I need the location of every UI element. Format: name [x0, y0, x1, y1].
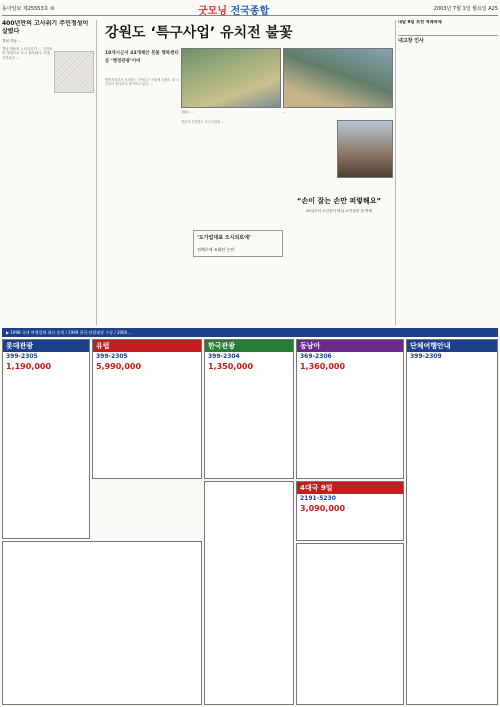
ad-head: 4대국 9일: [297, 482, 403, 494]
photo-landscape: [283, 48, 393, 108]
left-headline: 400년만의 고사위기 주민정성이 살렸다: [2, 20, 89, 35]
main-deck: 18개시군서 43개제안 봇물 행복센터 등 ‘행정관광’이어: [105, 51, 179, 64]
ad-head: 동남아: [297, 340, 403, 352]
logo-accent: 굿모닝: [198, 6, 227, 17]
ad-tel: 399-2309: [410, 353, 442, 360]
quote-title: “손이 잘는 손만 퍼렇해요”: [296, 197, 382, 205]
right-headline: 내달 9일 보전 적례축제: [398, 20, 442, 24]
section-logo: [198, 2, 269, 17]
article-body-2: 정부가 추진하는 특구사업에 …: [181, 120, 225, 124]
photo-aerial: [181, 48, 281, 108]
ad-hankook: [204, 339, 294, 479]
ad-price: 1,360,000: [300, 362, 346, 371]
ad-head: 단체여행안내: [407, 340, 497, 352]
ad-tel: 399-2305: [96, 353, 128, 360]
ad-price: 3,090,000: [300, 504, 346, 513]
logo-label: 전국종합: [226, 6, 270, 17]
sidebar-box: [193, 230, 283, 257]
photo-portrait: [337, 120, 393, 178]
right-body: …: [398, 24, 402, 29]
quote-subtitle: 20일부터 오산컨서 비닐-오이관련 첫 축제: [306, 209, 372, 213]
ad-lower-right: [296, 543, 404, 705]
section-body: …: [398, 46, 402, 51]
section-title: 내고장 인사: [398, 35, 498, 43]
ad-price: 5,990,000: [96, 362, 142, 371]
ad-head: 유럽: [93, 340, 201, 352]
ad-lotte: [2, 339, 90, 539]
date-page: 2003년 7월 1일 월요일 A25: [433, 6, 498, 12]
left-subtitle: 경남 하동 …: [2, 39, 22, 43]
photo-caption-right: …: [283, 110, 286, 114]
issue-info: 동아일보 제25553호 ⑩: [2, 6, 55, 12]
tree-illustration: [54, 51, 94, 93]
main-headline: 강원도 ‘특구사업’ 유치전 불꽃: [105, 25, 293, 41]
ad-tel: 2191-5230: [300, 495, 336, 502]
ads-section: [2, 339, 498, 705]
ad-europe: [92, 339, 202, 479]
masthead: [2, 2, 498, 16]
main-article: [96, 20, 396, 325]
ad-four-countries: [296, 481, 404, 541]
box-subtitle: 전례로에 조회안 논란: [197, 247, 235, 252]
photo-caption-left: 강원도 …: [181, 110, 194, 114]
ad-lower-center: [204, 481, 294, 705]
left-column: [2, 20, 94, 325]
ad-lower-left: [2, 541, 202, 705]
ad-tel: 369-2306: [300, 353, 332, 360]
left-body: 경남 하동의 느티나무가 … 주민들의 정성으로 다시 살아났다. 마을 주민들은 …: [2, 46, 53, 60]
ad-head: 롯데관광: [3, 340, 89, 352]
ad-banner: ▶ 1998 국내 여행업체 최다 송객 / 1999 한국 관광대상 수상 / 2000 …: [2, 328, 498, 337]
pull-quote: [283, 196, 395, 214]
right-column: [398, 20, 498, 325]
article-body-1: 행정자치부가 지정하는 지역특구 사업에 강원도 내 시군들이 앞다투어 참여하고 있다. …: [105, 78, 179, 87]
ad-southeast: [296, 339, 404, 479]
ad-head: 한국관광: [205, 340, 293, 352]
ad-tel: 399-2304: [208, 353, 240, 360]
box-title: ‘도가업대표 오시되로에’: [197, 235, 251, 241]
ad-group-travel: [406, 339, 498, 705]
ad-price: 1,190,000: [6, 362, 52, 371]
ad-tel: 399-2305: [6, 353, 38, 360]
ad-price: 1,350,000: [208, 362, 254, 371]
